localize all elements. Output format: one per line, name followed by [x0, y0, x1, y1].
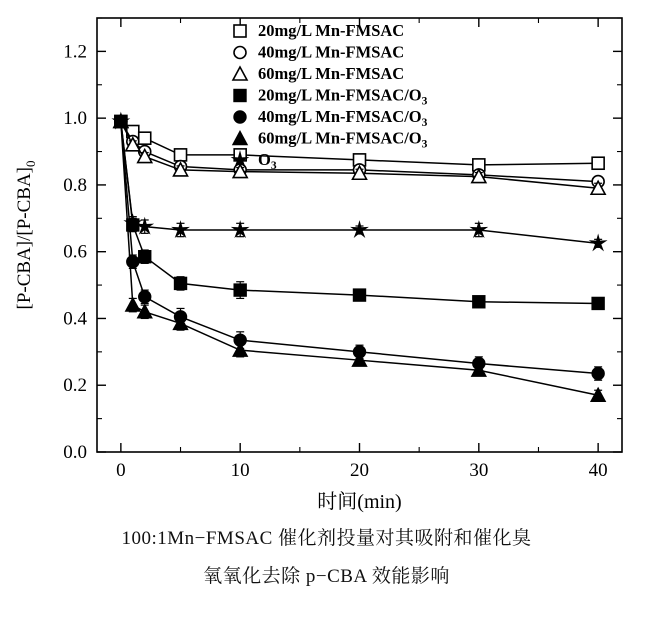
legend-label: 20mg/L $Mn-FMSAC/O_3$	[258, 85, 428, 108]
y-axis-title: $[P-CBA]/[P-CBA]_0$	[14, 160, 38, 310]
legend	[232, 21, 427, 172]
marker-filled-square	[592, 297, 604, 309]
legend-label: $O_3$	[258, 150, 277, 172]
legend-label: 60mg/L $Mn-FMSAC/O_3$	[258, 128, 428, 151]
marker-filled-square	[139, 251, 151, 263]
figure-caption	[0, 520, 653, 596]
series-line	[121, 121, 598, 303]
y-tick-label: 0.2	[63, 375, 87, 397]
y-tick-label: 0.0	[63, 442, 87, 463]
plot-frame	[97, 18, 622, 452]
x-tick-label: 30	[469, 460, 489, 481]
marker-open-triangle	[233, 67, 247, 80]
marker-filled-triangle	[233, 343, 247, 356]
caption-line-2: 氧氧化去除 p−CBA 效能影响	[203, 566, 450, 587]
marker-filled-circle	[139, 291, 151, 303]
marker-filled-square	[354, 289, 366, 301]
marker-filled-circle	[127, 256, 139, 268]
x-tick-label: 10	[230, 460, 250, 481]
marker-filled-square	[234, 90, 246, 102]
marker-filled-square	[234, 284, 246, 296]
legend-label: 40mg/L Mn-FMSAC	[258, 42, 405, 62]
y-tick-label: 1.0	[63, 108, 87, 130]
y-tick-label: 0.6	[63, 241, 87, 263]
y-tick-label: 0.8	[63, 174, 87, 196]
legend-label: 60mg/L Mn-FMSAC	[258, 64, 405, 83]
marker-open-square	[234, 25, 246, 37]
marker-filled-circle	[234, 111, 246, 123]
y-tick-label: 1.2	[63, 41, 87, 63]
marker-filled-triangle	[233, 132, 247, 145]
marker-open-square	[592, 157, 604, 169]
x-tick-label: 20	[350, 460, 369, 481]
marker-filled-triangle	[126, 298, 140, 311]
x-tick-label: 0	[116, 460, 126, 481]
marker-open-circle	[234, 47, 246, 59]
legend-label: 40mg/L $Mn-FMSAC/O_3$	[258, 107, 428, 129]
marker-filled-square	[175, 277, 187, 289]
y-tick-label: 0.4	[63, 308, 87, 330]
marker-open-square	[139, 132, 151, 144]
x-tick-label: 40	[588, 460, 608, 481]
x-axis-title: 时间(min)	[317, 491, 402, 513]
marker-filled-square	[473, 296, 485, 308]
marker-open-square	[175, 149, 187, 161]
caption-line-1: 100:1Mn−FMSAC 催化剂投量对其吸附和催化臭	[121, 528, 532, 549]
marker-filled-circle	[592, 368, 604, 380]
legend-label: 20mg/L Mn-FMSAC	[258, 21, 405, 40]
